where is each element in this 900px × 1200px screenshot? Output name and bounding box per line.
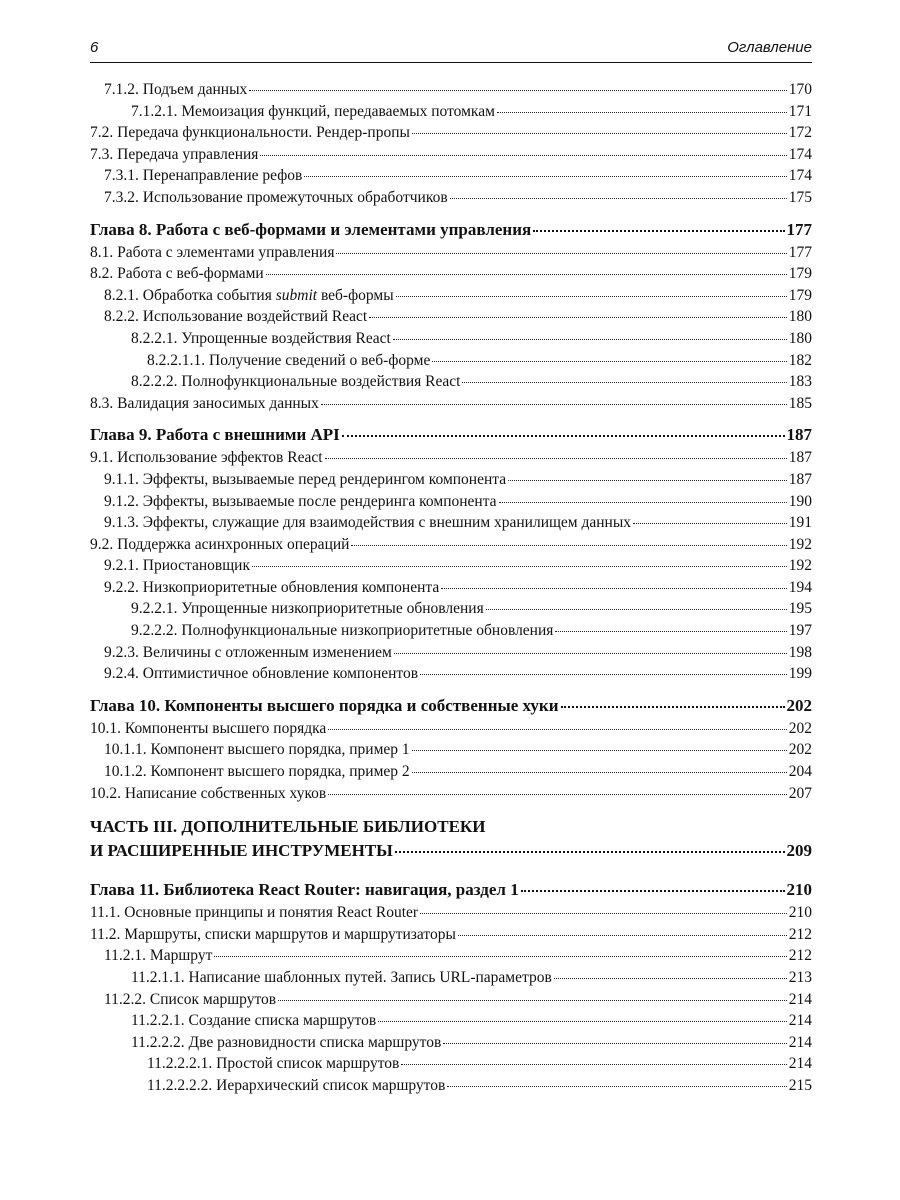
dot-leader [394, 653, 787, 654]
toc-chapter-row[interactable] [90, 218, 812, 242]
page-ref: 202 [788, 741, 812, 759]
entry-title: 10.1. Компоненты высшего порядка [90, 719, 327, 737]
dot-leader [304, 176, 786, 177]
toc-chapter-row[interactable] [90, 694, 812, 718]
page-ref: 214 [788, 990, 812, 1008]
part-title-line-1: ЧАСТЬ III. ДОПОЛНИТЕЛЬНЫЕ БИБЛИОТЕКИ [90, 817, 486, 837]
entry-title: 11.2.2.1. Создание списка маршрутов [131, 1012, 377, 1030]
dot-leader [396, 296, 787, 297]
toc-entry-row[interactable] [90, 122, 812, 144]
page-ref: 190 [788, 492, 812, 510]
page-ref: 212 [788, 947, 812, 965]
page-ref: 192 [788, 557, 812, 575]
header-rule [90, 62, 812, 63]
toc-entry-row[interactable] [90, 577, 812, 599]
dot-leader [462, 382, 786, 383]
page-ref: 187 [788, 449, 812, 467]
toc-entry-row[interactable] [90, 469, 812, 491]
dot-leader [336, 253, 786, 254]
part-title-line-2 [90, 839, 812, 863]
dot-leader [266, 274, 787, 275]
page-header [90, 37, 812, 59]
page-ref: 174 [788, 145, 812, 163]
dot-leader [401, 1064, 786, 1065]
entry-title: 7.1.2.1. Мемоизация функций, передаваемых потомкам [131, 102, 495, 120]
page-ref: 192 [788, 535, 812, 553]
dot-leader [393, 339, 787, 340]
page-ref: 198 [788, 643, 812, 661]
dot-leader [432, 361, 786, 362]
spacer [90, 863, 812, 869]
entry-title: 9.2.3. Величины с отложенным изменением [104, 643, 392, 661]
toc-entry-row[interactable] [90, 491, 812, 513]
entry-title: 7.3. Передача управления [90, 145, 259, 163]
toc-entry-row[interactable] [90, 79, 812, 101]
entry-title: 10.1.1. Компонент высшего порядка, пример 1 [104, 741, 410, 759]
entry-title: 7.3.1. Перенаправление рефов [104, 167, 303, 185]
page-ref: 195 [788, 600, 812, 618]
page-ref: 180 [788, 308, 812, 326]
dot-leader [260, 155, 786, 156]
page-ref: 187 [788, 470, 812, 488]
dot-leader [252, 566, 787, 567]
dot-leader [486, 609, 787, 610]
toc-entry-row[interactable] [90, 555, 812, 577]
entry-title: 11.2.2.2. Две разновидности списка маршрутов [131, 1033, 442, 1051]
page-ref: 194 [788, 578, 812, 596]
dot-leader [497, 112, 787, 113]
toc-entry-row[interactable] [90, 663, 812, 685]
dot-leader [278, 1000, 787, 1001]
page-ref: 187 [786, 425, 812, 445]
entry-title: 8.2.1. Обработка события submit веб-формы [104, 286, 394, 304]
entry-title: 11.2.2.2.2. Иерархический список маршрутов [147, 1076, 446, 1094]
chapter-title: Глава 10. Компоненты высшего порядка и собственные хуки [90, 695, 559, 715]
toc-entry-row[interactable] [90, 187, 812, 209]
toc-entry-row[interactable] [90, 393, 812, 415]
page-ref: 199 [788, 665, 812, 683]
toc-entry-row[interactable] [90, 242, 812, 264]
dot-leader [412, 750, 787, 751]
dot-leader [412, 133, 787, 134]
entry-title: 8.2.2.1. Упрощенные воздействия React [131, 329, 391, 347]
entry-title: 11.2.1.1. Написание шаблонных путей. Запись URL-параметров [131, 969, 552, 986]
page-ref: 177 [786, 219, 812, 239]
toc-chapter-row[interactable] [90, 878, 812, 902]
dot-leader [443, 1043, 786, 1044]
dot-leader [325, 458, 787, 459]
entry-title: 7.1.2. Подъем данных [104, 81, 248, 98]
entry-title: 11.2. Маршруты, списки маршрутов и маршрутизаторы [90, 925, 456, 943]
toc-entry-row[interactable] [90, 328, 812, 350]
entry-title: 8.2.2.2. Полнофункциональные воздействия React [131, 373, 461, 391]
entry-title: 9.1.2. Эффекты, вызываемые после рендеринга компонента [104, 492, 497, 510]
entry-title: 9.2.2.2. Полнофункциональные низкоприоритетные обновления [131, 622, 554, 640]
entry-title: 11.2.2. Список маршрутов [104, 990, 277, 1008]
entry-title: 11.2.2.2.1. Простой список маршрутов [147, 1055, 400, 1073]
dot-leader [561, 706, 785, 708]
entry-title: 11.1. Основные принципы и понятия React Router [90, 904, 419, 922]
dot-leader [447, 1086, 786, 1087]
dot-leader [369, 317, 787, 318]
entry-title: 8.1. Работа с элементами управления [90, 243, 335, 261]
toc-entry-row[interactable] [90, 447, 812, 469]
toc-entry-row[interactable] [90, 101, 812, 123]
entry-title: 8.3. Валидация заносимых данных [90, 394, 319, 412]
dot-leader [342, 435, 785, 437]
part-title-text: И РАСШИРЕННЫЕ ИНСТРУМЕНТЫ [90, 841, 393, 861]
dot-leader [395, 851, 785, 853]
page-ref: 175 [788, 188, 812, 206]
entry-title: 10.2. Написание собственных хуков [90, 784, 327, 802]
toc-entry-row[interactable] [90, 620, 812, 642]
emphasis-term: submit [275, 286, 318, 304]
page-ref: 202 [786, 695, 812, 715]
toc-entry-row[interactable] [90, 1053, 812, 1075]
toc-entry-row[interactable] [90, 761, 812, 783]
toc-entry-row[interactable] [90, 967, 812, 989]
page-ref: 209 [786, 841, 812, 861]
dot-leader [214, 956, 786, 957]
page-ref: 183 [788, 373, 812, 391]
dot-leader [328, 729, 786, 730]
page-ref: 214 [788, 1012, 812, 1030]
page-ref: 213 [788, 969, 812, 986]
page-ref: 202 [788, 719, 812, 737]
page-ref: 212 [788, 925, 812, 943]
toc-entry-row[interactable] [90, 350, 812, 372]
table-of-contents [90, 79, 812, 1097]
entry-title: 8.2.2. Использование воздействий React [104, 308, 368, 326]
entry-title: 9.2.2.1. Упрощенные низкоприоритетные обновления [131, 600, 484, 618]
toc-entry-row[interactable] [90, 512, 812, 534]
toc-entry-row[interactable] [90, 263, 812, 285]
page-ref: 179 [788, 265, 812, 283]
toc-entry-row[interactable] [90, 1032, 812, 1054]
page-ref: 179 [788, 286, 812, 304]
chapter-title: Глава 8. Работа с веб-формами и элементами управления [90, 219, 532, 239]
page-ref: 207 [788, 784, 812, 802]
entry-title: 9.2.1. Приостановщик [104, 557, 250, 575]
page-ref: 214 [788, 1033, 812, 1051]
dot-leader [508, 480, 787, 481]
entry-title: 11.2.1. Маршрут [104, 947, 213, 965]
dot-leader [420, 913, 787, 914]
toc-entry-row[interactable] [90, 165, 812, 187]
entry-title: 7.3.2. Использование промежуточных обработчиков [104, 188, 448, 206]
page-ref: 172 [788, 124, 812, 142]
running-title: Оглавление [727, 39, 812, 56]
page-ref: 171 [788, 102, 812, 120]
dot-leader [249, 90, 787, 91]
entry-title: 9.2.2. Низкоприоритетные обновления компонента [104, 578, 440, 596]
page-ref: 191 [788, 514, 812, 532]
entry-title: 7.2. Передача функциональности. Рендер-пропы [90, 124, 410, 142]
dot-leader [351, 545, 786, 546]
dot-leader [412, 772, 787, 773]
page-ref: 174 [788, 167, 812, 185]
toc-entry-row[interactable] [90, 534, 812, 556]
part-heading[interactable] [90, 815, 812, 863]
dot-leader [420, 674, 787, 675]
toc-entry-row[interactable] [90, 144, 812, 166]
entry-title: 9.2.4. Оптимистичное обновление компонентов [104, 665, 419, 683]
toc-entry-row[interactable] [90, 718, 812, 740]
toc-entry-row[interactable] [90, 739, 812, 761]
toc-entry-row[interactable] [90, 371, 812, 393]
page-ref: 214 [788, 1055, 812, 1073]
toc-entry-row[interactable] [90, 1075, 812, 1097]
dot-leader [521, 890, 785, 892]
toc-entry-row[interactable] [90, 1010, 812, 1032]
page-ref: 215 [788, 1076, 812, 1094]
page-ref: 182 [788, 351, 812, 369]
entry-title: 8.2.2.1.1. Получение сведений о веб-форме [147, 351, 431, 369]
dot-leader [633, 523, 787, 524]
page-ref: 210 [786, 880, 812, 900]
page-ref: 170 [788, 81, 812, 98]
toc-entry-row[interactable] [90, 285, 812, 307]
entry-title: 9.1. Использование эффектов React [90, 449, 323, 467]
dot-leader [450, 198, 787, 199]
page-ref: 180 [788, 329, 812, 347]
page-number: 6 [90, 39, 99, 56]
toc-entry-row[interactable] [90, 642, 812, 664]
dot-leader [554, 978, 787, 979]
dot-leader [458, 935, 787, 936]
page-ref: 197 [788, 622, 812, 640]
dot-leader [441, 588, 787, 589]
entry-title: 8.2. Работа с веб-формами [90, 265, 264, 283]
entry-title: 9.1.1. Эффекты, вызываемые перед рендерингом компонента [104, 470, 507, 488]
entry-title: 10.1.2. Компонент высшего порядка, пример 2 [104, 763, 410, 781]
page-ref: 210 [788, 904, 812, 922]
entry-title: 9.1.3. Эффекты, служащие для взаимодействия с внешним хранилищем данных [104, 514, 632, 532]
toc-entry-row[interactable] [90, 306, 812, 328]
page-ref: 185 [788, 394, 812, 412]
entry-title: 9.2. Поддержка асинхронных операций [90, 535, 350, 553]
toc-chapter-row[interactable] [90, 423, 812, 447]
dot-leader [533, 230, 784, 232]
page-ref: 177 [788, 243, 812, 261]
toc-entry-row[interactable] [90, 783, 812, 805]
toc-entry-row[interactable] [90, 924, 812, 946]
toc-entry-row[interactable] [90, 598, 812, 620]
dot-leader [499, 502, 787, 503]
dot-leader [328, 794, 786, 795]
dot-leader [378, 1021, 787, 1022]
toc-entry-row[interactable] [90, 902, 812, 924]
toc-entry-row[interactable] [90, 945, 812, 967]
chapter-title: Глава 9. Работа с внешними API [90, 425, 340, 445]
chapter-title: Глава 11. Библиотека React Router: навигация, раздел 1 [90, 880, 519, 900]
toc-entry-row[interactable] [90, 989, 812, 1011]
dot-leader [555, 631, 786, 632]
dot-leader [321, 404, 787, 405]
page-ref: 204 [788, 763, 812, 781]
